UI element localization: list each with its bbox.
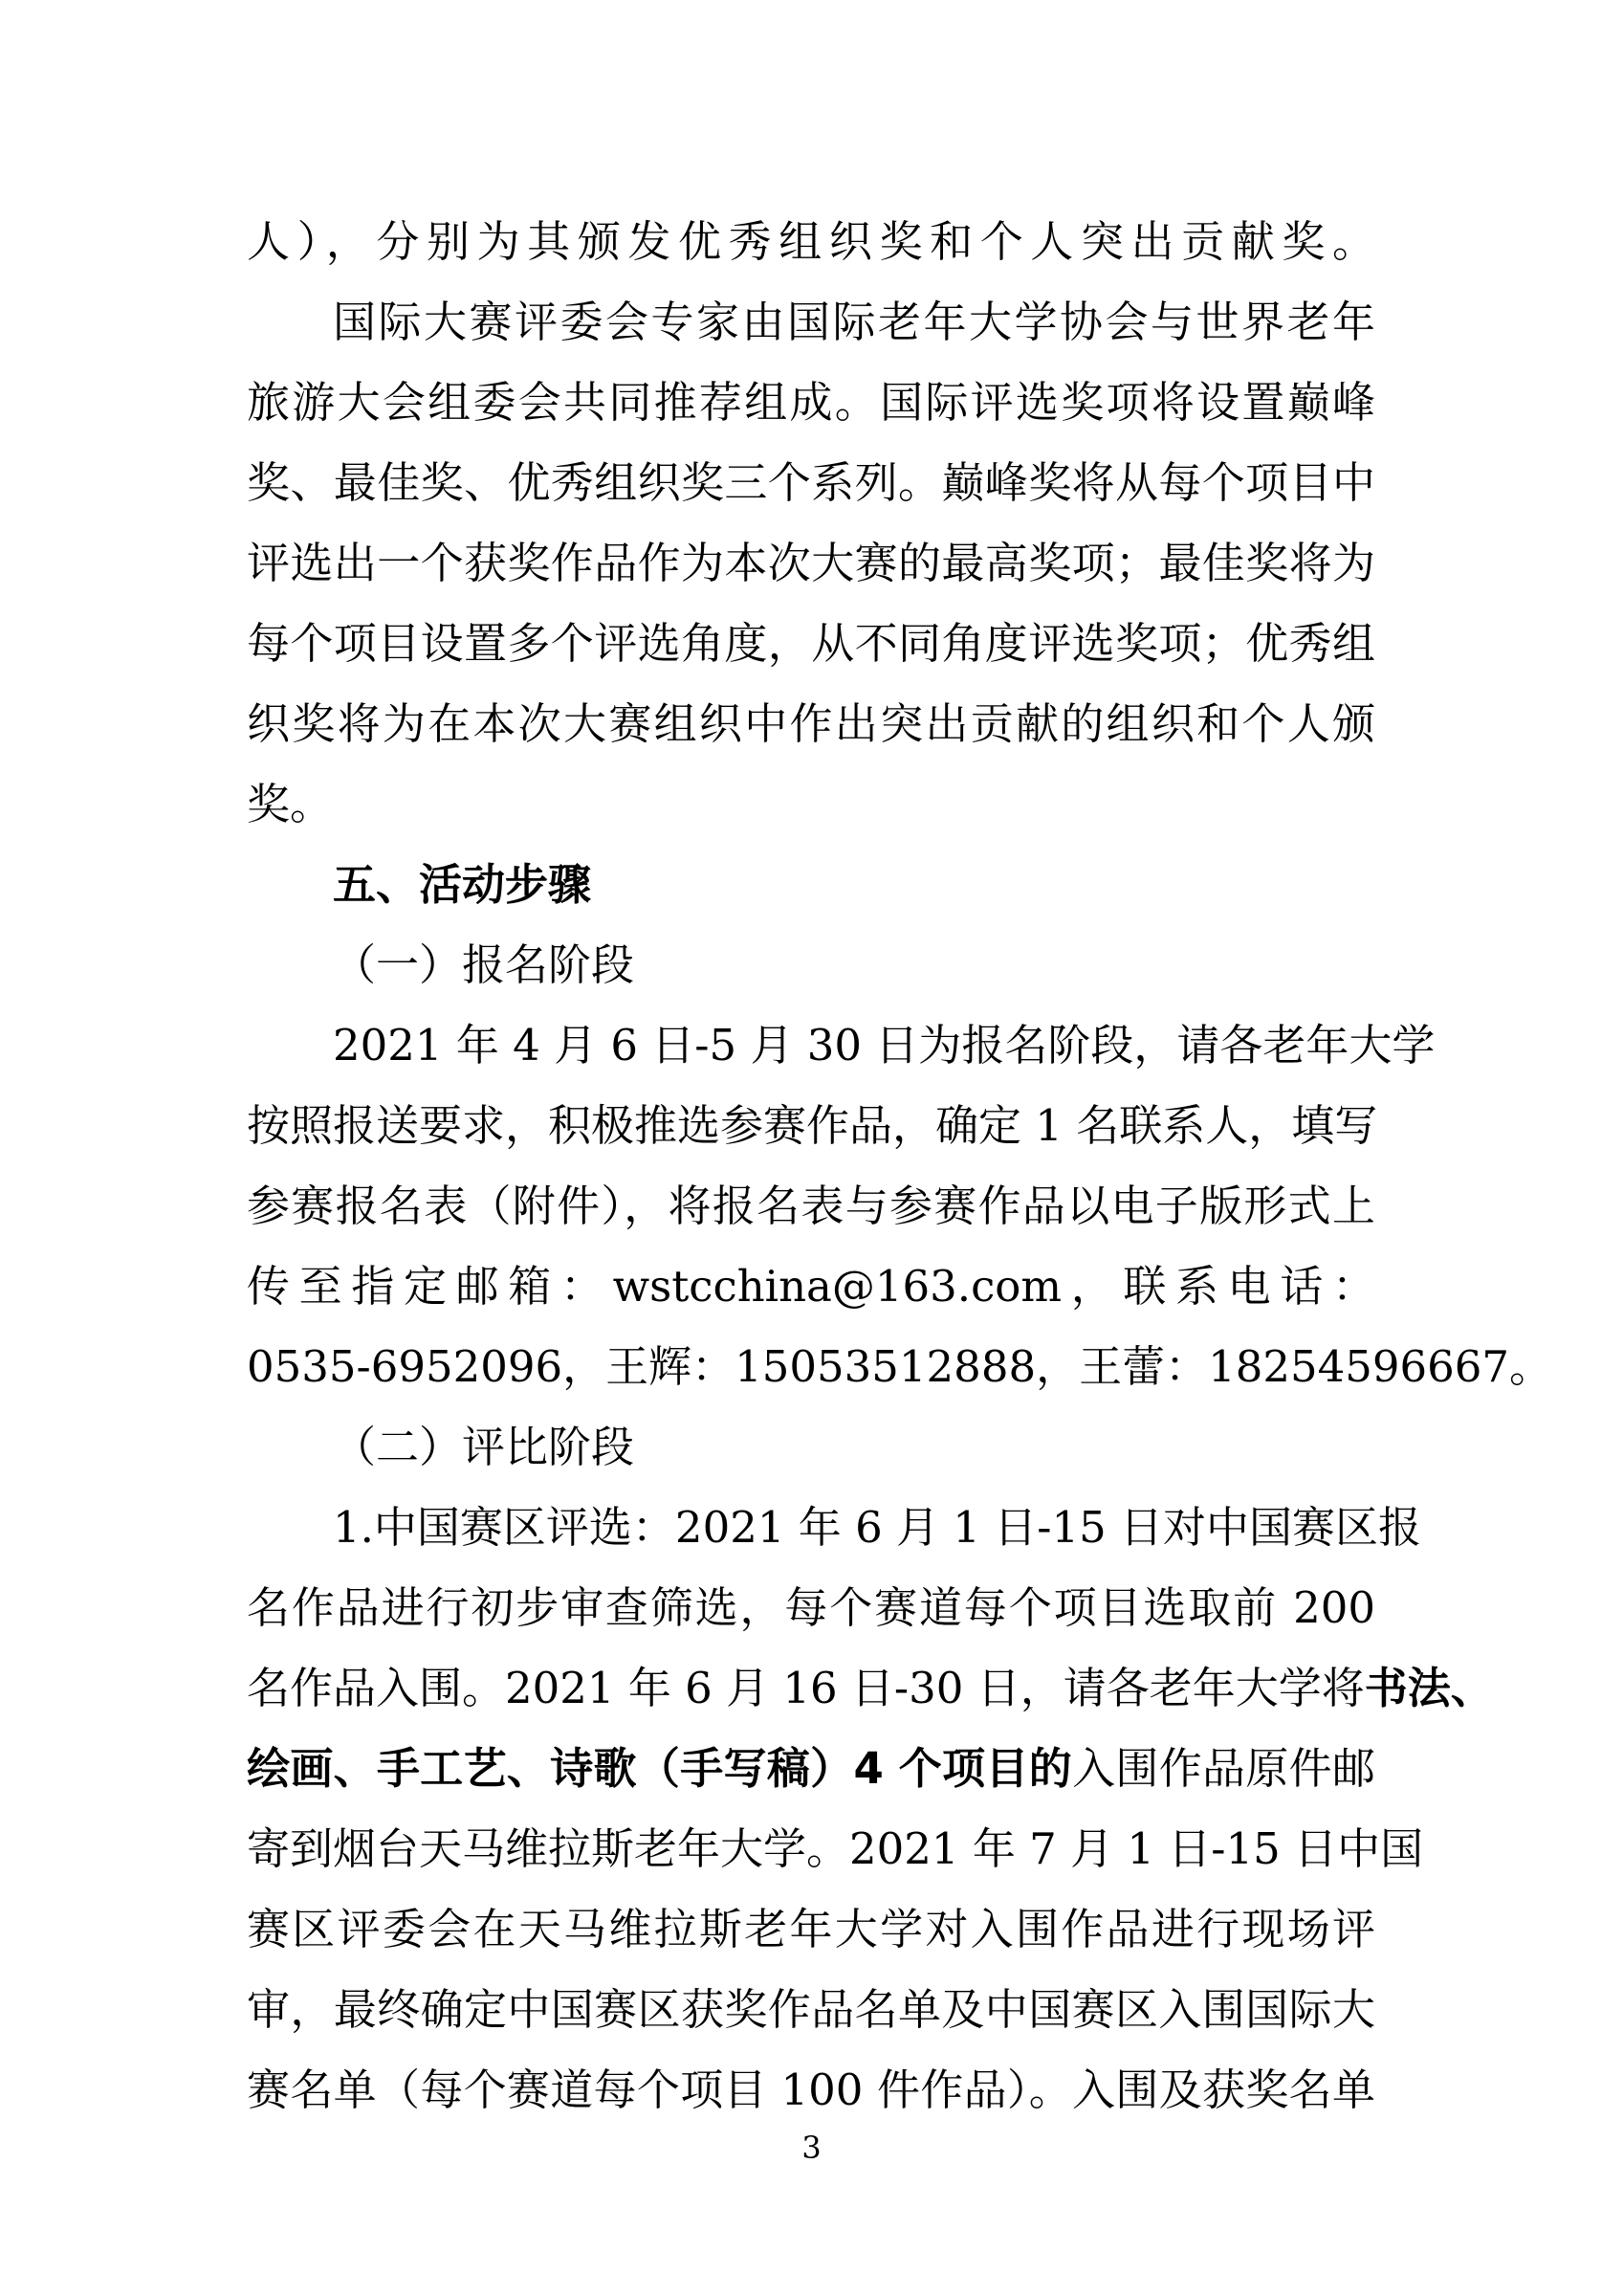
paragraph-line: 2021 年 4 月 6 日-5 月 30 日为报名阶段，请各老年大学 (333, 1020, 1436, 1071)
paragraph-line: 参赛报名表（附件），将报名表与参赛作品以电子版形式上 (247, 1181, 1375, 1231)
paragraph-line: 评选出一个获奖作品作为本次大赛的最高奖项；最佳奖将为 (247, 538, 1375, 588)
paragraph-line: 1.中国赛区评选：2021 年 6 月 1 日-15 日对中国赛区报 (333, 1502, 1422, 1553)
paragraph-line: 审，最终确定中国赛区获奖作品名单及中国赛区入围国际大 (247, 1984, 1375, 2035)
paragraph-line: 每个项目设置多个评选角度，从不同角度评选奖项；优秀组 (247, 618, 1375, 669)
paragraph-line: 名作品进行初步审查筛选，每个赛道每个项目选取前 200 (247, 1582, 1375, 1633)
emphasis-text: 绘画、手工艺、诗歌（手写稿）4 个项目的 (247, 1743, 1073, 1794)
paragraph-line: 旅游大会组委会共同推荐组成。国际评选奖项将设置巅峰 (247, 377, 1375, 428)
paragraph-line: 按照报送要求，积极推选参赛作品，确定 1 名联系人，填写 (247, 1100, 1378, 1151)
subsection-heading: （二）评比阶段 (333, 1422, 635, 1472)
paragraph-line: 奖、最佳奖、优秀组织奖三个系列。巅峰奖将从每个项目中 (247, 457, 1375, 508)
paragraph-line: 国际大赛评委会专家由国际老年大学协会与世界老年 (333, 297, 1375, 347)
section-heading: 五、活动步骤 (333, 859, 592, 910)
subsection-heading: （一）报名阶段 (333, 939, 635, 990)
paragraph-line: 赛名单（每个赛道每个项目 100 件作品）。入围及获奖名单 (247, 2064, 1375, 2115)
paragraph-line: 0535-6952096，王辉：15053512888，王蕾：18254596667。 (247, 1341, 1553, 1392)
paragraph-line: 寄到烟台天马维拉斯老年大学。2021 年 7 月 1 日-15 日中国 (247, 1823, 1424, 1874)
paragraph-line: 织奖将为在本次大赛组织中作出突出贡献的组织和个人颁 (247, 698, 1375, 749)
paragraph-text: 入围作品原件邮 (1072, 1743, 1375, 1794)
paragraph-line: 奖。 (247, 779, 334, 829)
emphasis-text: 书法、 (1364, 1663, 1494, 1713)
paragraph-line (247, 1726, 1375, 1812)
paragraph-line: 赛区评委会在天马维拉斯老年大学对入围作品进行现场评 (247, 1904, 1375, 1954)
paragraph-line: 人），分别为其颁发优秀组织奖和个人突出贡献奖。 (247, 216, 1375, 267)
paragraph-text: 名作品入围。2021 年 6 月 16 日-30 日，请各老年大学将 (247, 1663, 1365, 1713)
page-number: 3 (801, 2130, 822, 2166)
paragraph-line (247, 1645, 1494, 1732)
paragraph-line: 传至指定邮箱：wstcchina@163.com，联系电话： (247, 1261, 1375, 1312)
